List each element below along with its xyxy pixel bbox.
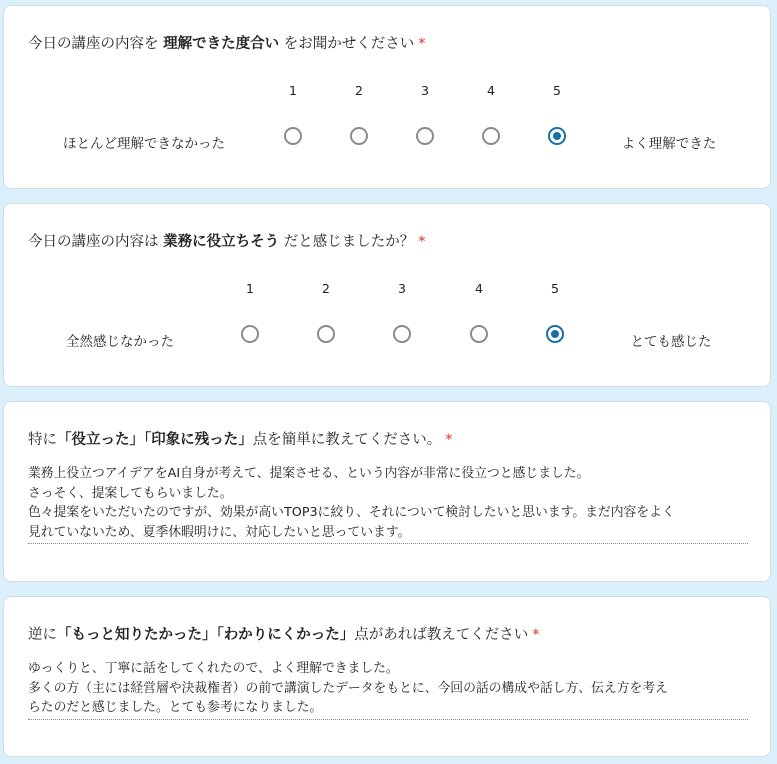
answer-text-field[interactable]: ゆっくりと、丁寧に話をしてくれたので、よく理解できました。 多くの方（主には経営層や決裁権者）の前で講演したデータをもとに、今回の話の構成や話し方、伝え方を考え らたのだと感じました。とても参考になりました。 bbox=[28, 659, 748, 720]
question-card-impressive-points bbox=[3, 401, 771, 582]
scale-number: 4 bbox=[487, 83, 495, 98]
scale-number: 2 bbox=[355, 83, 363, 98]
scale-number: 3 bbox=[421, 83, 429, 98]
radio-2[interactable] bbox=[317, 325, 335, 343]
radio-5-selected[interactable] bbox=[546, 325, 564, 343]
radio-4[interactable] bbox=[470, 325, 488, 343]
scale-high-label: よく理解できた bbox=[621, 136, 717, 152]
question-title: 今日の講座の内容は 業務に役立ちそう だと感じましたか？ * bbox=[28, 234, 426, 250]
scale-number: 1 bbox=[289, 83, 297, 98]
radio-5-selected[interactable] bbox=[548, 127, 566, 145]
required-asterisk: * bbox=[418, 36, 426, 52]
required-asterisk: * bbox=[445, 432, 453, 448]
scale-high-label: とても感じた bbox=[630, 334, 712, 350]
radio-1[interactable] bbox=[284, 127, 302, 145]
required-asterisk: * bbox=[418, 234, 426, 250]
question-title: 逆に「もっと知りたかった」「わかりにくかった」点があれば教えてください * bbox=[28, 627, 540, 643]
scale-number: 4 bbox=[475, 281, 483, 296]
scale-number: 2 bbox=[322, 281, 330, 296]
radio-1[interactable] bbox=[241, 325, 259, 343]
scale-number: 1 bbox=[246, 281, 254, 296]
radio-2[interactable] bbox=[350, 127, 368, 145]
question-title: 今日の講座の内容を 理解できた度合い をお聞かせください * bbox=[28, 36, 426, 52]
question-title: 特に「役立った」「印象に残った」点を簡単に教えてください。 * bbox=[28, 432, 453, 448]
scale-low-label: 全然感じなかった bbox=[66, 334, 174, 350]
radio-3[interactable] bbox=[393, 325, 411, 343]
scale-low-label: ほとんど理解できなかった bbox=[63, 136, 225, 152]
question-card-unclear-points bbox=[3, 596, 771, 757]
question-card-usefulness bbox=[3, 203, 771, 387]
answer-text-field[interactable]: 業務上役立つアイデアをAI自身が考えて、提案させる、という内容が非常に役立つと感じました。 さっそく、提案してもらいました。 色々提案をいただいたのですが、効果が高いTOP3に絞り、それについて検討したいと思います。まだ内容をよく 見れていないため、夏季休暇明けに、対応したいと思っています。 bbox=[28, 464, 748, 544]
required-asterisk: * bbox=[532, 627, 540, 643]
radio-3[interactable] bbox=[416, 127, 434, 145]
radio-4[interactable] bbox=[482, 127, 500, 145]
scale-number: 5 bbox=[551, 281, 559, 296]
scale-number: 5 bbox=[553, 83, 561, 98]
question-card-understanding bbox=[3, 5, 771, 189]
scale-number: 3 bbox=[398, 281, 406, 296]
